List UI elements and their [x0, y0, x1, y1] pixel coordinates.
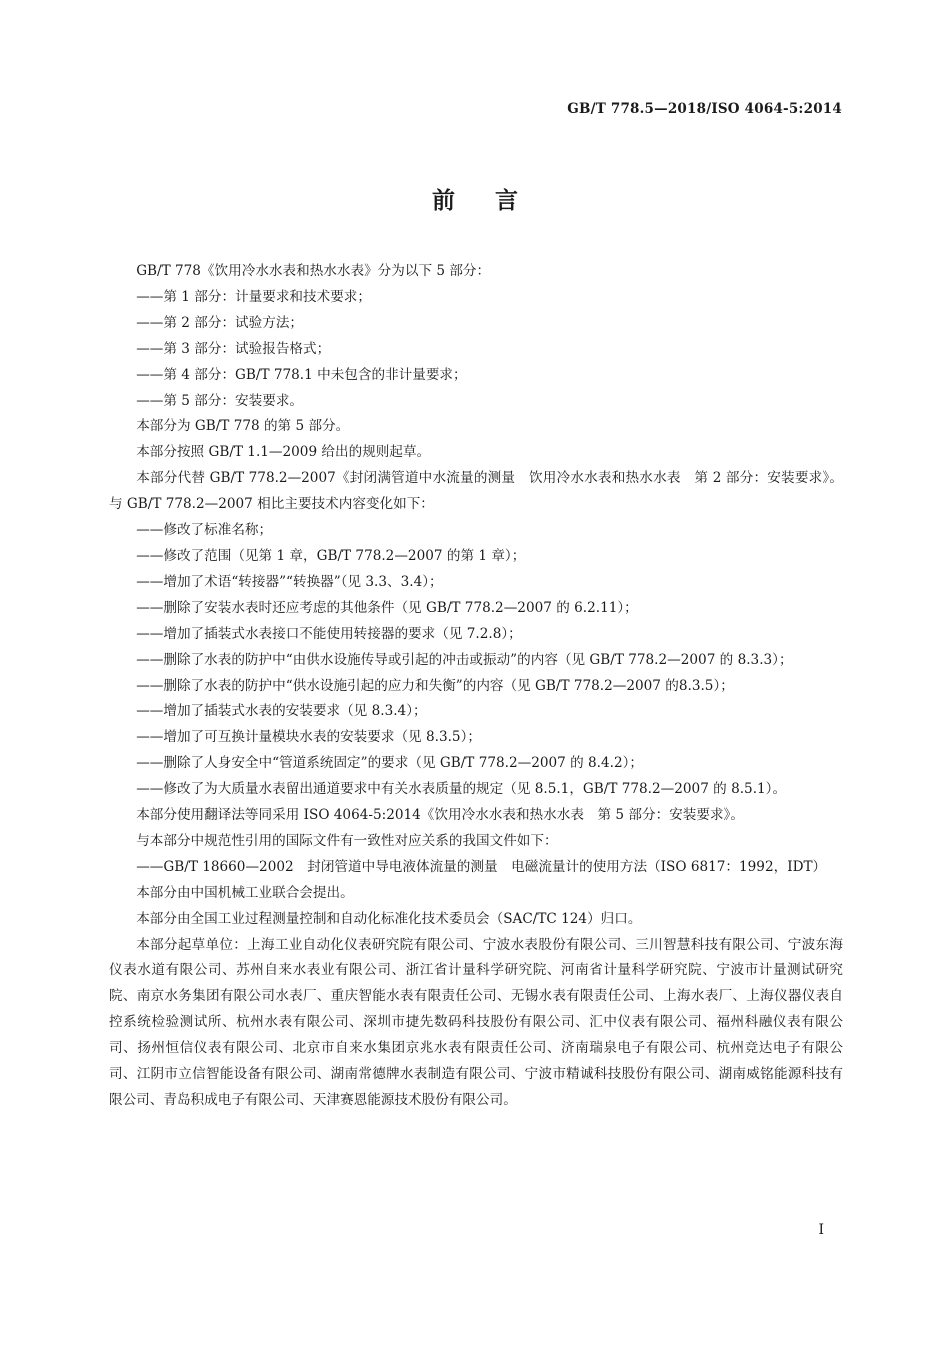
- this-part-paragraph: 本部分为 GB/T 778 的第 5 部分。: [136, 418, 350, 435]
- part-list-item: ——第 4 部分：GB/T 778.1 中未包含的非计量要求；: [136, 366, 467, 383]
- page-title: 前言: [432, 188, 558, 214]
- change-list-item: ——删除了水表的防护中“由供水设施传导或引起的冲击或振动”的内容（见 GB/T 778.2—2007 的 8.3.3）；: [136, 651, 793, 668]
- change-list-item: ——修改了为大质量水表留出通道要求中有关水表质量的规定（见 8.5.1，GB/T 778.2—2007 的 8.5.1）。: [136, 781, 787, 798]
- correspondence-paragraph: 与本部分中规范性引用的国际文件有一致性对应关系的我国文件如下：: [136, 832, 558, 849]
- drafting-rule-paragraph: 本部分按照 GB/T 1.1—2009 给出的规则起草。: [136, 444, 431, 461]
- drafting-units-paragraph: 本部分起草单位：上海工业自动化仪表研究院有限公司、宁波水表股份有限公司、三川智慧科技有限公司、宁波东海仪表水道有限公司、苏州自来水表业有限公司、浙江省计量科学研究院、河南省计量科学研究院、宁波市计量测试研究院、南京水务集团有限公司水表厂、重庆智能水表有限责任公司、无锡水表有限责任公司、上海水表厂、上海仪器仪表自控系统检验测试所、杭州水表有限公司、深圳市捷先数码科技股份有限公司、汇中仪表有限公司、福州科融仪表有限公司、扬州恒信仪表有限公司、北京市自来水集团京兆水表有限责任公司、济南瑞泉电子有限公司、杭州竞达电子有限公司、江阴市立信智能设备有限公司、湖南常德牌水表制造有限公司、宁波市精诚科技股份有限公司、湖南威铭能源科技有限公司、青岛积成电子有限公司、天津赛恩能源技术股份有限公司。: [109, 936, 843, 1108]
- part-list-item: ——第 2 部分：试验方法；: [136, 314, 304, 331]
- part-list-item: ——第 3 部分：试验报告格式；: [136, 340, 331, 357]
- intro-paragraph: GB/T 778《饮用冷水水表和热水水表》分为以下 5 部分：: [136, 263, 491, 279]
- change-list-item: ——增加了插装式水表接口不能使用转接器的要求（见 7.2.8）；: [136, 625, 522, 642]
- page-number: I: [818, 1222, 824, 1238]
- change-list-item: ——修改了标准名称；: [136, 522, 273, 539]
- reference-list-item: ——GB/T 18660—2002 封闭管道中导电液体流量的测量 电磁流量计的使用方法（ISO 6817：1992，IDT）: [136, 858, 827, 875]
- part-list-item: ——第 5 部分：安装要求。: [136, 392, 304, 409]
- part-list-item: ——第 1 部分：计量要求和技术要求；: [136, 288, 371, 305]
- foreword-body: [109, 259, 843, 1114]
- change-list-item: ——删除了安装水表时还应考虑的其他条件（见 GB/T 778.2—2007 的 6.2.11）；: [136, 599, 638, 616]
- change-list-item: ——删除了水表的防护中“供水设施引起的应力和失衡”的内容（见 GB/T 778.2—2007 的8.3.5）；: [136, 677, 734, 694]
- change-list-item: ——增加了术语“转接器”“转换器”（见 3.3、3.4）；: [136, 573, 443, 590]
- change-list-item: ——删除了人身安全中“管道系统固定”的要求（见 GB/T 778.2—2007 的 8.4.2）；: [136, 755, 644, 772]
- change-list-item: ——增加了可互换计量模块水表的安装要求（见 8.3.5）；: [136, 729, 481, 746]
- centralized-by-paragraph: 本部分由全国工业过程测量控制和自动化标准化技术委员会（SAC/TC 124）归口。: [136, 910, 642, 927]
- adoption-paragraph: 本部分使用翻译法等同采用 ISO 4064-5:2014《饮用冷水水表和热水水表 第 5 部分：安装要求》。: [136, 807, 744, 824]
- change-list-item: ——修改了范围（见第 1 章，GB/T 778.2—2007 的第 1 章）；: [136, 547, 526, 564]
- standard-number-header: GB/T 778.5—2018/ISO 4064-5:2014: [567, 101, 842, 117]
- proposed-by-paragraph: 本部分由中国机械工业联合会提出。: [136, 884, 354, 901]
- change-list-item: ——增加了插装式水表的安装要求（见 8.3.4）；: [136, 703, 427, 720]
- replaces-paragraph: 本部分代替 GB/T 778.2—2007《封闭满管道中水流量的测量 饮用冷水水表和热水水表 第 2 部分：安装要求》。与 GB/T 778.2—2007 相比主要技术内容变化如下：: [109, 470, 843, 513]
